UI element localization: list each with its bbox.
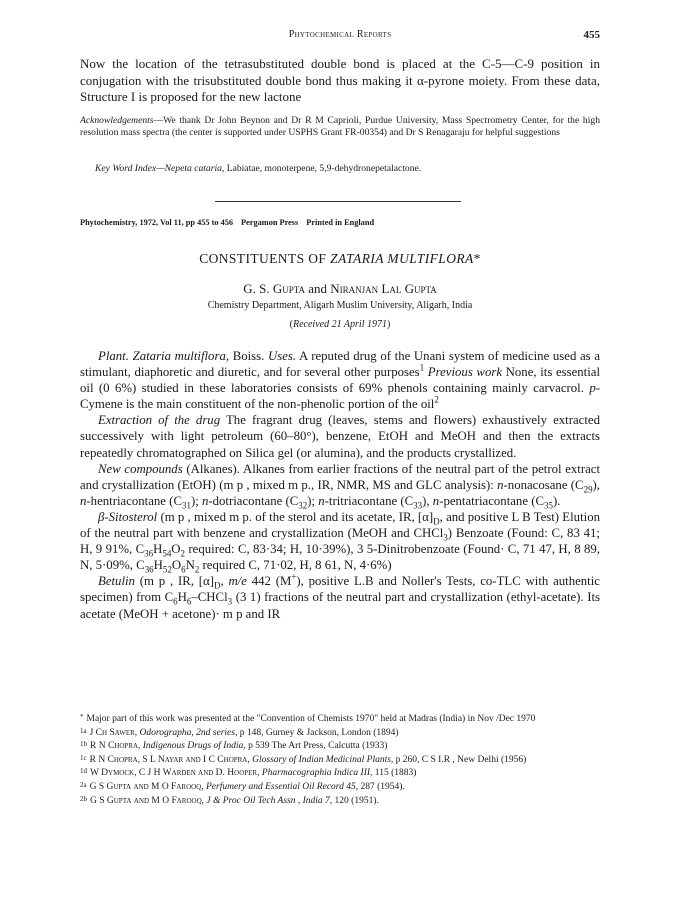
text-run: -tritriacontane (C [324, 493, 414, 508]
subscript: D [213, 580, 221, 591]
article-title [80, 251, 600, 267]
text-run: O [171, 558, 182, 573]
citation-printed: Printed in England [306, 218, 375, 227]
subscript: 33 [413, 500, 423, 511]
received-open: ( [289, 319, 293, 330]
species-name: Zataria multiflora, [132, 349, 230, 363]
footnote-authors: G S Gupta and M O Farooq, [90, 795, 204, 806]
running-head [80, 29, 600, 43]
paragraph-betulin [80, 573, 600, 621]
received-close: ) [386, 319, 391, 330]
text-run: H [177, 590, 187, 605]
authors [80, 281, 600, 296]
text-run: A reputed drug of the Unani system of medicine used as a stimulant, diaphoretic and diuretic, and for several other purposes [80, 349, 600, 380]
footnote-title: J & Proc Oil Tech Assn , India 7, [204, 795, 333, 806]
article-title-mark: * [473, 251, 481, 266]
subscript: 36 [144, 548, 154, 559]
acknowledgements-text: —We thank Dr John Beynon and Dr R M Caprioli, Purdue University, Mass Spectrometry Center, for the high resolution mass spectra (the center is supported under USPHS Grant FR-00354) and Dr S Renagaraju for helpful suggestions [80, 115, 600, 138]
footnote-title: Pharmacographia Indica III, [259, 768, 373, 779]
footnote-mark: 1d [80, 767, 87, 776]
footnote-reference [80, 766, 600, 780]
italic-run: n [80, 493, 87, 508]
text-run: -nonacosane (C [503, 477, 584, 492]
paragraph-sitosterol [80, 509, 600, 573]
author-1: G. S. Gupta [243, 281, 305, 296]
text-run: -pentatriacontane (C [439, 493, 544, 508]
author-2: Niranjan Lal Gupta [330, 281, 437, 296]
run-heading: New compounds [98, 461, 183, 476]
footnote-details: p 148, Gurney & Jackson, London (1894) [237, 727, 399, 738]
footnote-authors: W Dymock, C J H Warden and D. Hooper, [90, 768, 260, 779]
text-run: -dotriacontane (C [208, 493, 299, 508]
keyword-species: —Nepeta cataria, [156, 163, 225, 174]
footnote-mark: 1c [80, 753, 87, 762]
authors-and: and [305, 281, 331, 296]
keyword-rest: Labiatae, monoterpene, 5,9-dehydronepetalactone. [224, 163, 422, 174]
received-value: 21 April 1971 [329, 319, 387, 330]
footnote-reference [80, 780, 600, 794]
footnotes [80, 712, 600, 807]
subscript: 2 [180, 548, 186, 559]
footnote-title: Odorographa, 2nd series, [137, 727, 238, 738]
footnote-reference [80, 753, 600, 767]
subscript: 35 [544, 500, 553, 511]
footnote-details: 287 (1954). [358, 781, 405, 792]
footnote-details: 120 (1951). [332, 795, 379, 806]
footnote-authors: R N Chopra, [90, 741, 141, 752]
footnote-reference [80, 726, 600, 740]
subscript: 6 [181, 564, 186, 575]
footnote-reference [80, 739, 600, 753]
previous-article-paragraph: Now the location of the tetrasubstituted double bond is placed at the C-5—C-9 position in conjugation with the trisubstituted double bond thus making it α-pyrone moiety. From these data, Structure I is proposed for the new lactone [80, 56, 600, 104]
footnote-mark: * [80, 713, 84, 721]
subscript: 31 [181, 500, 191, 511]
italic-run: p [589, 381, 596, 396]
text-run: required C, 71·02, H, 8 61, N, 4·6%) [199, 558, 392, 573]
article-title-plain: CONSTITUENTS OF [199, 251, 331, 266]
footnote-details: p 260, C S I.R , New Delhi (1956) [393, 754, 527, 765]
footnote-title: Perfumery and Essential Oil Record 45, [203, 781, 359, 792]
received-label: Received [293, 319, 330, 330]
run-heading: β-Sitosterol [98, 509, 158, 524]
run-heading: Extraction of the drug [98, 413, 221, 428]
subscript: 2 [194, 564, 200, 575]
text-run: ), [422, 493, 433, 508]
article-body [80, 348, 600, 622]
text-run: , and positive L B Test) Elution of the neutral part with benzene and crystallization (MeOH and CHCl [80, 509, 600, 541]
italic-run: n [432, 493, 440, 508]
reference-mark: 1 [419, 362, 425, 373]
subscript: 52 [162, 564, 172, 575]
text-run: required: C, 83·34; H, 10·39%), 3 5-Dinitrobenzoate (Found· C, 71 47, H, 8 89, N, 5·09%, C [80, 542, 600, 573]
text-run: Boiss. [229, 349, 268, 363]
keyword-index [95, 163, 600, 175]
subscript: 6 [186, 596, 192, 607]
paragraph-new-compounds [80, 461, 600, 509]
run-heading: Uses. [268, 349, 297, 363]
text-run: ) Benzoate (Found: C, 83 41; H, 9 91%, C [80, 526, 600, 557]
text-run: O [171, 542, 181, 557]
received-date [80, 319, 600, 331]
text-run: (m p , mixed m p. of the sterol and its acetate, IR, [α] [157, 509, 434, 524]
keyword-label: Key Word Index [95, 163, 157, 174]
text-run: -hentriacontane (C [86, 493, 182, 508]
footnote-mark: 2a [80, 780, 87, 789]
italic-run: n [201, 493, 209, 508]
footnote-star [80, 712, 600, 726]
acknowledgements-label: Acknowledgements [80, 115, 154, 126]
run-heading: Betulin [98, 574, 135, 589]
paragraph-extraction [80, 412, 600, 460]
subscript: 6 [173, 596, 178, 607]
footnote-title: Indigenous Drugs of India, [140, 741, 246, 752]
section-divider [215, 201, 461, 202]
italic-run: n [318, 493, 325, 508]
citation-journal: Phytochemistry, 1972, Vol 11, pp 455 to 456 [80, 218, 234, 227]
text-run: H [153, 542, 163, 557]
acknowledgements [80, 115, 600, 139]
affiliation: Chemistry Department, Aligarh Muslim University, Aligarh, India [207, 300, 473, 311]
subscript: 29 [583, 484, 593, 495]
article-title-italic: ZATARIA MULTIFLORA [330, 251, 474, 266]
footnote-details: p 539 The Art Press, Calcutta (1933) [245, 741, 388, 752]
footnote-authors: G S Gupta and M O Farooq, [89, 781, 204, 792]
footnote-title: Glossary of Indian Medicinal Plants, [249, 754, 394, 765]
paragraph-plant [80, 348, 600, 412]
footnote-authors: J Ch Sawer, [89, 727, 138, 738]
text-run: 442 (M [246, 574, 292, 589]
subscript: 32 [298, 500, 308, 511]
subscript: D [433, 516, 440, 527]
run-heading: Previous work [427, 365, 503, 380]
text-run: ); [307, 493, 319, 508]
text-run: N [185, 558, 195, 573]
running-head-journal: Phytochemical Reports [288, 29, 392, 40]
text-run: (m p , IR, [α] [134, 574, 214, 589]
run-heading: Plant. [98, 349, 129, 363]
footnote-reference [80, 794, 600, 808]
text-run: The fragrant drug (leaves, stems and flowers) exhaustively extracted successively with light petroleum (60–80°), benzene, EtOH and MeOH and then the extracts repeatedly chromatographed on Silica gel (or alumina), and the products crystallized. [80, 413, 600, 460]
italic-run: n [497, 477, 504, 492]
text-run: (3 1) fractions of the neutral part and crystallization (ethyl-acetate). Its acetate (MeOH + acetone)· m p and IR [80, 590, 601, 621]
footnote-authors: R N Chopra, S L Nayar and I C Chopra, [89, 754, 250, 765]
text-run: ). [552, 493, 561, 508]
footnote-mark: 1a [80, 726, 87, 735]
footnote-mark: 1b [80, 740, 87, 749]
text-run: -Cymene is the main constituent of the non-phenolic portion of the oil [80, 381, 600, 412]
superscript: + [291, 572, 297, 583]
footnote-details: 115 (1883) [372, 768, 417, 779]
footnote-mark: 2b [80, 794, 87, 803]
subscript: 3 [227, 596, 233, 607]
text-run: ), [592, 477, 601, 492]
text-run: , [220, 574, 229, 589]
footnote-text: Major part of this work was presented at the "Convention of Chemists 1970" held at Madras (India) in Nov /Dec 1970 [86, 714, 536, 724]
reference-mark: 2 [434, 395, 439, 406]
subscript: 36 [144, 564, 154, 575]
italic-run: m/e [228, 574, 247, 589]
text-run: –CHCl [191, 590, 228, 605]
text-run: ); [190, 493, 202, 508]
text-run: H [153, 558, 163, 573]
subscript: 3 [443, 532, 448, 543]
text-run: (Alkanes). Alkanes from earlier fractions of the neutral part of the petrol extract and crystallization (EtOH) (m p , mixed m p., IR, NMR, MS and GLC analysis): [80, 461, 600, 492]
citation-publisher: Pergamon Press [241, 218, 299, 227]
page-number: 455 [583, 29, 600, 41]
text-run: None, its essential oil (0 6%) studied in these laboratories consists of 69% phenols containing mainly carvacrol. [80, 365, 601, 396]
subscript: 54 [162, 548, 172, 559]
text-run: ), positive L.B and Noller's Tests, co-TLC with authentic specimen) from C [80, 574, 600, 605]
citation-line [80, 218, 600, 228]
